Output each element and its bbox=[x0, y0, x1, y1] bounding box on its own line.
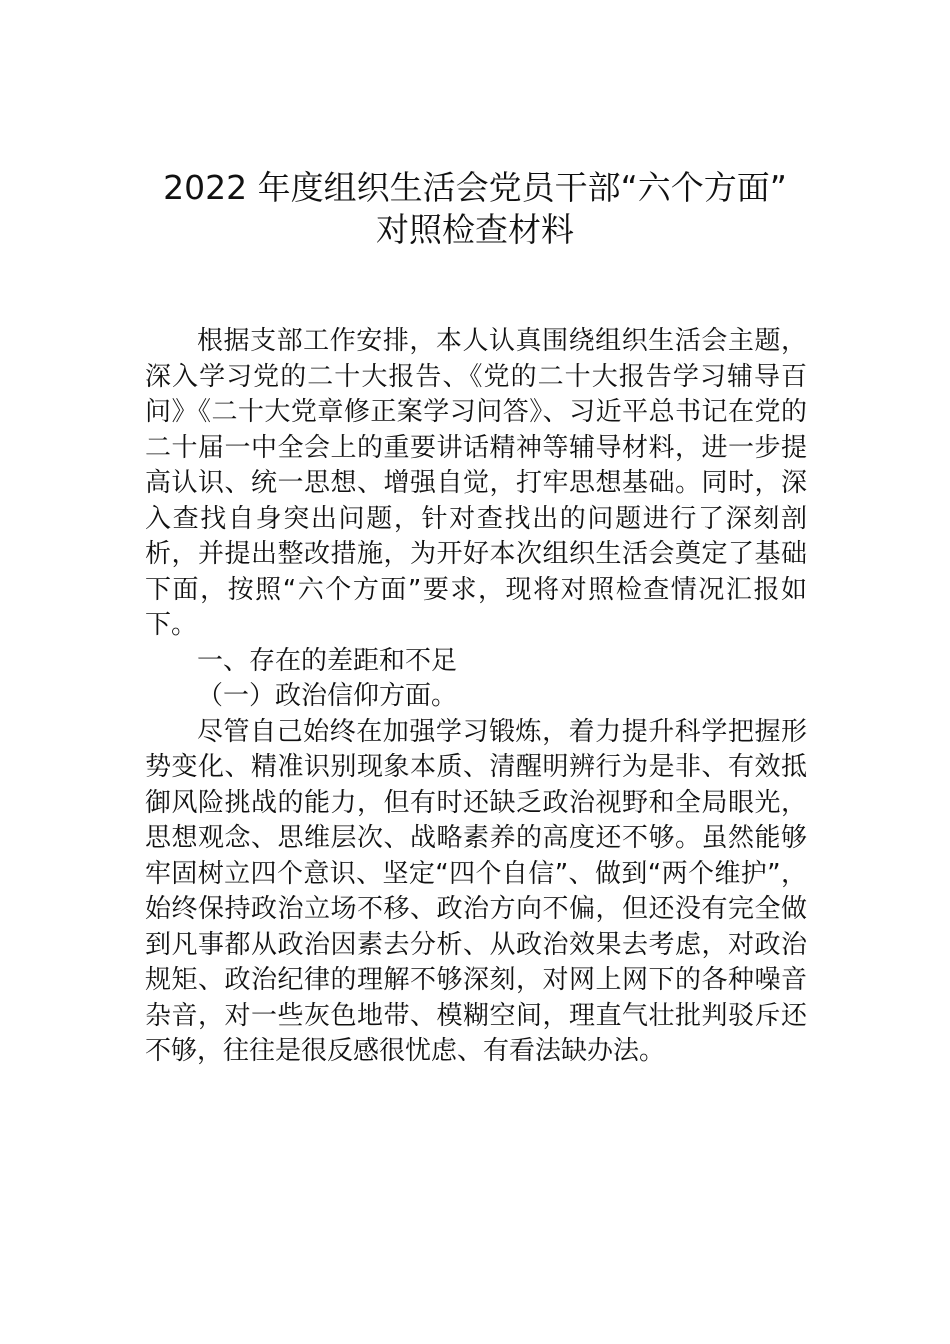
section-heading: 一、存在的差距和不足 bbox=[197, 645, 458, 676]
document-body bbox=[145, 324, 807, 1070]
subsection-heading: （一）政治信仰方面。 bbox=[197, 681, 458, 711]
document-title-line-2: 对照检查材料 bbox=[376, 210, 574, 249]
political-belief-paragraph: 尽管自己始终在加强学习锻炼，着力提升科学把握形势变化、精准识别现象本质、清醒明辨行为是非、有效抵御风险挑战的能力，但有时还缺乏政治视野和全局眼光，思想观念、思维层次、战略素养的高度还不够。虽然能够牢固树立四个意识、坚定“四个自信”、做到“两个维护”，始终保持政治立场不移、政治方向不偏，但还没有完全做到凡事都从政治因素去分析、从政治效果去考虑，对政治规矩、政治纪律的理解不够深刻，对网上网下的各种噪音杂音，对一些灰色地带、模糊空间，理直气壮批判驳斥还不够，往往是很反感很忧虑、有看法缺办法。 bbox=[145, 716, 807, 1066]
intro-paragraph: 根据支部工作安排，本人认真围绕组织生活会主题，深入学习党的二十大报告、《党的二十大报告学习辅导百问》《二十大党章修正案学习问答》、习近平总书记在党的二十届一中全会上的重要讲话精神等辅导材料，进一步提高认识、统一思想、增强自觉，打牢思想基础。同时，深入查找自身突出问题，针对查找出的问题进行了深刻剖析，并提出整改措施，为开好本次组织生活会奠定了基础下面，按照“六个方面”要求，现将对照检查情况汇报如下。 bbox=[145, 326, 807, 640]
document-title-line-1: 2022 年度组织生活会党员干部“六个方面” bbox=[163, 168, 787, 207]
